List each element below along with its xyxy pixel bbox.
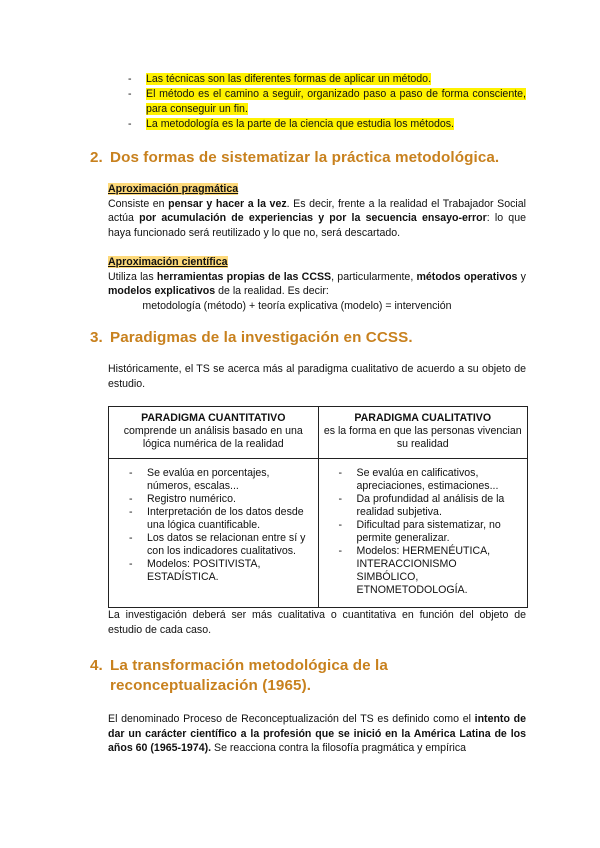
section-2-heading [90,148,499,168]
section-number: 3. [90,329,103,346]
bullet-dash: - [338,467,343,479]
section-title: Paradigmas de la investigación en CCSS. [110,329,413,346]
pragmatic-approach-paragraph [108,182,526,240]
list-item-text: Las técnicas son las diferentes formas de aplicar un método. [146,73,432,85]
quantitative-title: PARADIGMA CUANTITATIVO [141,412,286,424]
quantitative-items-cell [109,459,319,608]
text-run: Utiliza las [108,270,157,283]
section-number: 4. [90,657,103,674]
qualitative-items-cell [318,459,528,608]
table-body-row [109,459,528,608]
list-item [123,467,312,493]
subheading: Aproximación científica [108,256,228,268]
text-run: El denominado Proceso de Reconceptualización del TS es definido como el [108,713,475,725]
subheading: Aproximación pragmática [108,183,239,195]
bold-run: pensar y hacer a la vez [168,197,287,210]
reconceptualization-paragraph [108,712,526,756]
list-item-text: Interpretación de los datos desde una lógica cuantificable. [147,506,304,531]
scientific-approach-paragraph [108,255,526,313]
text-run: . Es decir, frente a la realidad el Trabajador Social actúa [108,197,526,225]
paradigm-outro-paragraph: La investigación deberá ser más cualitativa o cuantitativa en función del objeto de estudio de cada caso. [108,609,526,636]
list-item [333,493,522,519]
list-item [333,467,522,493]
qualitative-title: PARADIGMA CUALITATIVO [354,412,492,424]
bold-run: herramientas propias de las CCSS [156,270,332,283]
intro-bullet-list [128,72,526,132]
list-item-text: Los datos se relacionan entre sí y con los indicadores cualitativos. [147,532,306,557]
text-run: y [517,270,526,283]
text-run: Se reacciona contra la filosofía pragmática y empírica [211,742,467,755]
list-item-text: Registro numérico. [147,493,236,505]
section-4-heading [90,656,388,696]
list-item-text: Se evalúa en calificativos, apreciaciones, estimaciones... [356,467,499,492]
bullet-dash: - [129,493,133,505]
paradigm-intro-paragraph: Históricamente, el TS se acerca más al paradigma cualitativo de acuerdo a su objeto de estudio. [108,363,526,390]
section-3-heading [90,328,413,348]
bullet-dash: - [129,467,133,479]
list-item [123,532,312,558]
list-item [128,87,526,117]
list-item-text: Se evalúa en porcentajes, números, escalas... [147,467,270,492]
bullet-dash: - [129,558,133,570]
list-item [123,558,312,584]
quantitative-subtitle: comprende un análisis basado en una lógica numérica de la realidad [123,425,303,450]
section-title-line-1: La transformación metodológica de la [110,657,388,674]
bullet-dash: - [338,519,343,531]
formula-line: metodología (método) + teoría explicativa (modelo) = intervención [142,299,452,312]
bullet-dash: - [128,118,132,130]
table-header-row [109,407,528,459]
text-run: , particularmente, [331,270,417,283]
list-item [123,506,312,532]
paradigm-table [108,406,528,608]
text-run: : lo que haya funcionado será reutilizado y lo que no, será descartado. [108,212,526,239]
text-run: de la realidad. Es decir: [215,285,329,298]
list-item-text: Dificultad para sistematizar, no permite generalizar. [356,519,501,544]
list-item [123,493,312,506]
bullet-dash: - [338,493,343,505]
bullet-dash: - [129,532,133,544]
bullet-dash: - [129,506,133,518]
text-run: Consiste en [108,197,169,210]
list-item-text: Da profundidad al análisis de la realidad subjetiva. [356,493,505,518]
quantitative-header-cell [109,407,319,459]
bullet-dash: - [338,545,343,557]
bullet-dash: - [128,88,132,100]
section-number: 2. [90,149,103,166]
bold-run: modelos explicativos [108,285,216,298]
list-item [333,545,522,597]
list-item [333,519,522,545]
bullet-dash: - [128,73,132,85]
section-title: Dos formas de sistematizar la práctica metodológica. [110,149,500,166]
bold-run: por acumulación de experiencias y por la secuencia ensayo-error [139,212,487,225]
list-item [128,117,526,132]
list-item-text: Modelos: HERMENÉUTICA, INTERACCIONISMO SIMBÓLICO, ETNOMETODOLOGÍA. [356,545,491,596]
list-item-text: El método es el camino a seguir, organizado paso a paso de forma consciente, para conseguir un fin. [146,88,526,115]
list-item [128,72,526,87]
bold-run: métodos operativos [416,270,518,283]
list-item-text: La metodología es la parte de la ciencia que estudia los métodos. [146,118,455,130]
section-title-line-2: reconceptualización (1965). [110,677,312,694]
qualitative-header-cell [318,407,528,459]
qualitative-subtitle: es la forma en que las personas vivencian su realidad [323,425,522,450]
list-item-text: Modelos: POSITIVISTA, ESTADÍSTICA. [147,558,261,583]
bold-run: intento de dar un carácter científico a la profesión que se inició en la América Latina de los años 60 (1965-1974). [108,713,526,755]
